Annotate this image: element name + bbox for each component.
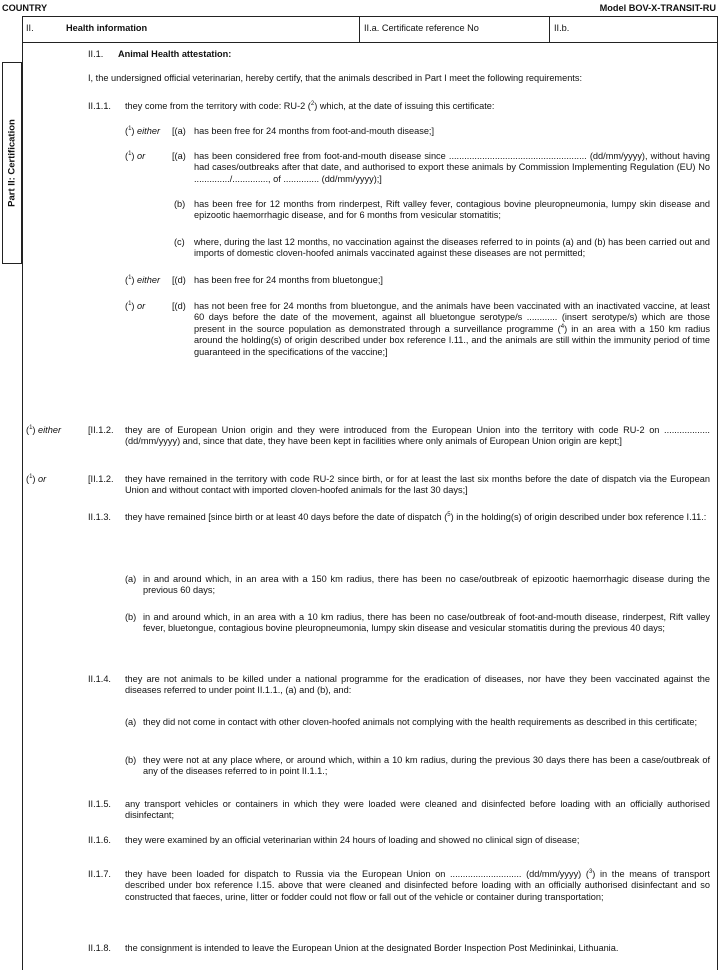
header-divider-1 bbox=[359, 16, 360, 42]
p113-text: they have remained [since birth or at least 40 days before the date of dispatch ($^5$) in the holding(s) of origin described under box reference I.11.: bbox=[125, 511, 707, 522]
certificate-reference-label: II.a. Certificate reference No bbox=[364, 23, 479, 33]
p115-number: II.1.5. bbox=[88, 799, 111, 809]
p116-text: they were examined by an official veterinarian within 24 hours of loading and showed no clinical sign of disease; bbox=[125, 835, 580, 845]
intro-text: I, the undersigned official veterinarian, hereby certify, that the animals described in Part I meet the following requirements: bbox=[88, 73, 583, 83]
item-a-label: [(a) bbox=[172, 126, 186, 136]
p117-text: they have been loaded for dispatch to Russia via the European Union on ............................ (dd/mm/yyyy) ($^3$) in the means of transport described under box reference I.15. above that were cleaned and disinfected before loading with an officially authorised disinfectant and so constructed that faeces, urine, litter or fodder could not flow or fall out of the vehicle or container during transportation; bbox=[125, 868, 710, 902]
p114a-label: (a) bbox=[125, 717, 137, 727]
header-top-rule bbox=[22, 16, 718, 17]
opt-marker: ($^1$) or bbox=[125, 300, 146, 311]
opt-marker: ($^1$) or bbox=[26, 473, 47, 484]
country-label: COUNTRY bbox=[2, 3, 48, 13]
section-number: II. bbox=[26, 23, 34, 33]
opt-marker: ($^1$) or bbox=[125, 150, 146, 161]
item-b-label: (b) bbox=[174, 199, 186, 209]
p115-text: any transport vehicles or containers in which they were loaded were cleaned and disinfected before loading with an officially authorised disinfectant; bbox=[125, 799, 710, 821]
p113b-label: (b) bbox=[125, 612, 137, 622]
p112a-number: [II.1.2. bbox=[88, 425, 114, 435]
opt-marker: ($^1$) either bbox=[125, 274, 161, 285]
table-left-rule bbox=[22, 16, 23, 970]
p113b-text: in and around which, in an area with a 10 km radius, there has been no case/outbreak of foot-and-mouth disease, rinderpest, Rift valley fever, bluetongue, contagious bovine pleuropneumonia, lumpy skin disease and vesicular stomatitis during the previous 40 days; bbox=[143, 612, 710, 634]
p111-number: II.1.1. bbox=[88, 101, 111, 111]
p118-text: the consignment is intended to leave the European Union at the designated Border Inspection Post Medininkai, Lithuania. bbox=[125, 943, 619, 953]
section-title: Health information bbox=[66, 23, 148, 33]
item-c-text: where, during the last 12 months, no vaccination against the diseases referred to in points (a) and (b) has been carried out and imports of domestic cloven-hoofed animals vaccinated against these diseases are not permitted; bbox=[194, 237, 710, 259]
p114b-label: (b) bbox=[125, 755, 137, 765]
p112b-number: [II.1.2. bbox=[88, 474, 114, 484]
item-d-label: [(d) bbox=[172, 275, 186, 285]
p113a-text: in and around which, in an area with a 150 km radius, there has been no case/outbreak of epizootic haemorrhagic disease during the previous 60 days; bbox=[143, 574, 710, 596]
p113a-label: (a) bbox=[125, 574, 137, 584]
p116-number: II.1.6. bbox=[88, 835, 111, 845]
opt-marker: ($^1$) either bbox=[26, 424, 62, 435]
p114-number: II.1.4. bbox=[88, 674, 111, 684]
item-d2-label: [(d) bbox=[172, 301, 186, 311]
p118-number: II.1.8. bbox=[88, 943, 111, 953]
p113-number: II.1.3. bbox=[88, 512, 111, 522]
p112b-text: they have remained in the territory with code RU-2 since birth, or for at least the last six months before the date of dispatch via the European Union and without contact with imported cloven-hoofed animals for the last 30 days;] bbox=[125, 474, 710, 496]
item-c-label: (c) bbox=[174, 237, 185, 247]
item-a-text: has been free for 24 months from foot-and-mouth disease;] bbox=[194, 126, 435, 136]
iib-label: II.b. bbox=[554, 23, 570, 33]
p112a-text: they are of European Union origin and they were introduced from the European Union into the territory with code RU-2 on .................. (dd/mm/yyyy) and, since that date, they have been kept in facilities where only animals of European Union origin are kept;] bbox=[125, 425, 710, 447]
header-divider-2 bbox=[549, 16, 550, 42]
item-b-text: has been free for 12 months from rinderpest, Rift valley fever, contagious bovine pleuropneumonia, lumpy skin disease and epizootic haemorrhagic disease, and for 6 months from vesicular stomatitis; bbox=[194, 199, 710, 221]
ii1-number: II.1. bbox=[88, 49, 104, 59]
header-bottom-rule bbox=[22, 42, 718, 43]
part-ii-side-label bbox=[2, 62, 22, 264]
p111-text: they come from the territory with code: RU-2 ($^2$) which, at the date of issuing this certificate: bbox=[125, 100, 495, 111]
side-label-text: Part II: Certification bbox=[6, 119, 18, 207]
item-d2-text: has not been free for 24 months from bluetongue, and the animals have been vaccinated with an inactivated vaccine, at least 60 days before the date of the movement, against all bluetongue serotype/s ............ (insert serotype/s) which are those present in the source population as demonstrated through a surveillance programme ($^4$) in an area with a 150 km radius around the holding(s) of origin described under box reference I.11., and the animals are still within the immunity period of time guaranteed in the specifications of the vaccine;] bbox=[194, 301, 710, 357]
item-d-text: has been free for 24 months from bluetongue;] bbox=[194, 275, 383, 285]
p114b-text: they were not at any place where, or around which, within a 10 km radius, during the previous 30 days there has been a case/outbreak of any of the diseases referred to in point II.1.1.; bbox=[143, 755, 710, 777]
opt-marker: ($^1$) either bbox=[125, 125, 161, 136]
model-label: Model BOV-X-TRANSIT-RU bbox=[599, 3, 716, 13]
item-a2-text: has been considered free from foot-and-mouth disease since ...................................................... (dd/mm/yyyy), without having had cases/outbreaks after that date, and authorised to export these animals by Commission Implementing Regulation (EU) No ............../.............., of .............. (dd/mm/yyyy);] bbox=[194, 151, 710, 184]
item-a2-label: [(a) bbox=[172, 151, 186, 161]
p117-number: II.1.7. bbox=[88, 869, 111, 879]
ii1-title: Animal Health attestation: bbox=[118, 49, 232, 59]
p114-text: they are not animals to be killed under a national programme for the eradication of diseases, nor have they been vaccinated against the diseases referred to under point II.1.1., (a) and (b), and: bbox=[125, 674, 710, 696]
p114a-text: they did not come in contact with other cloven-hoofed animals not complying with the health requirements as described in this certificate; bbox=[143, 717, 698, 727]
